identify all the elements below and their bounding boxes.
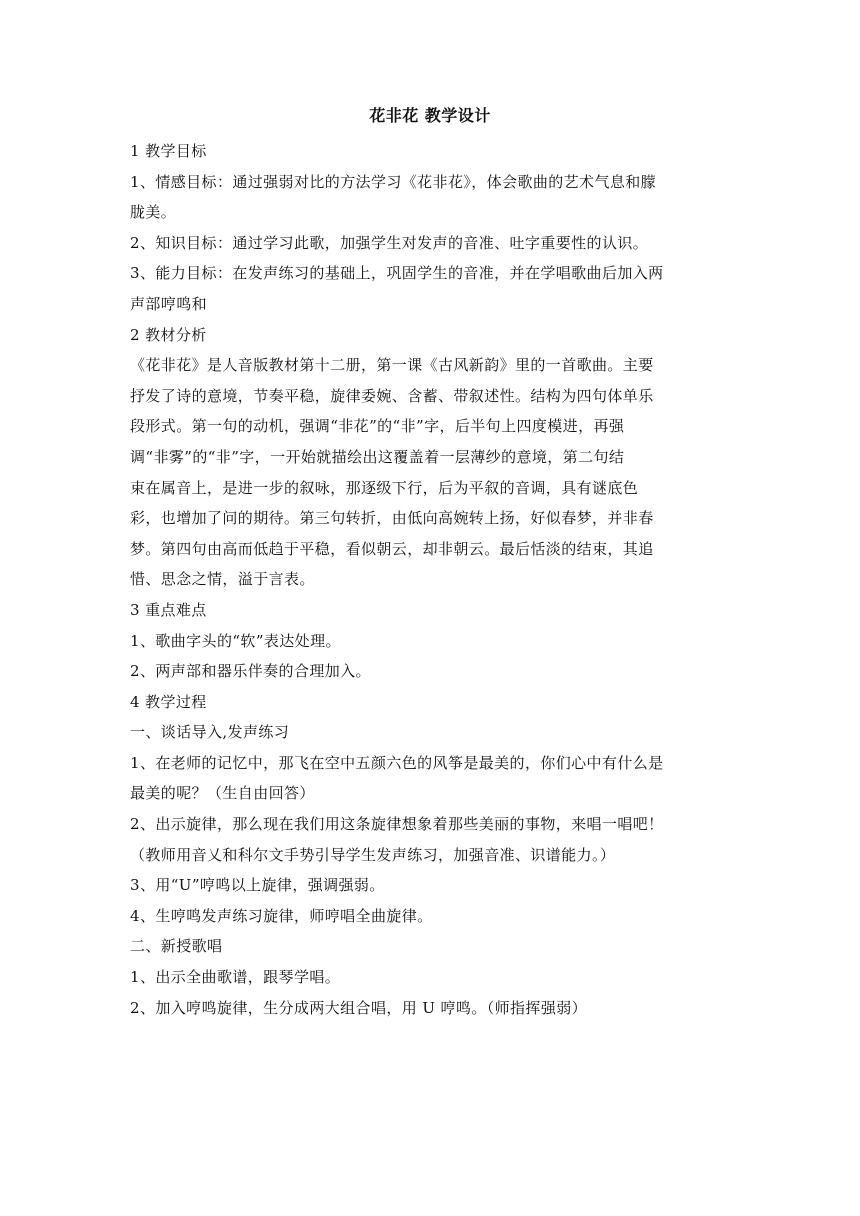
text-line: 惜、思念之情，溢于言表。 bbox=[130, 570, 315, 589]
text-line: 胧美。 bbox=[130, 203, 177, 222]
text-line: 2、出示旋律，那么现在我们用这条旋律想象着那些美丽的事物，来唱一唱吧！ bbox=[130, 815, 664, 834]
document-title: 花非花 教学设计 bbox=[369, 106, 491, 125]
document-body bbox=[130, 136, 732, 1023]
text-line: 2、加入哼鸣旋律，生分成两大组合唱，用 U 哼鸣。（师指挥强弱） bbox=[130, 998, 588, 1017]
text-line: 2、两声部和器乐伴奏的合理加入。 bbox=[130, 662, 371, 681]
subsection-heading: 一、谈话导入,发声练习 bbox=[130, 723, 290, 742]
section-heading: 2 教材分析 bbox=[130, 325, 207, 344]
section-heading: 4 教学过程 bbox=[130, 692, 207, 711]
text-line: 1、出示全曲歌谱，跟琴学唱。 bbox=[130, 968, 341, 987]
section-heading: 3 重点难点 bbox=[130, 600, 207, 619]
text-line: 2、知识目标：通过学习此歌，加强学生对发声的音准、吐字重要性的认识。 bbox=[130, 233, 649, 252]
text-line: 3、用“U”哼鸣以上旋律，强调强弱。 bbox=[130, 876, 385, 895]
text-line: 3、能力目标：在发声练习的基础上，巩固学生的音准，并在学唱歌曲后加入两 bbox=[130, 264, 664, 283]
text-line: 1、歌曲字头的“软”表达处理。 bbox=[130, 631, 341, 650]
text-line: 束在属音上，是进一步的叙咏，那逐级下行，后为平叙的音调，具有谜底色 bbox=[130, 478, 639, 497]
text-line: 《花非花》是人音版教材第十二册，第一课《古风新韵》里的一首歌曲。主要 bbox=[130, 356, 654, 375]
subsection-heading: 二、新授歌唱 bbox=[130, 937, 223, 956]
text-line: 彩，也增加了问的期待。第三句转折，由低向高婉转上扬，好似春梦，并非春 bbox=[130, 509, 654, 528]
text-line: 梦。第四句由高而低趋于平稳，看似朝云，却非朝云。最后恬淡的结束，其追 bbox=[130, 539, 654, 558]
text-line: 声部哼鸣和 bbox=[130, 294, 208, 313]
text-line: （教师用音乂和科尔文手势引导学生发声练习，加强音准、识谱能力。） bbox=[130, 845, 616, 864]
text-line: 1、在老师的记忆中，那飞在空中五颜六色的风筝是最美的，你们心中有什么是 bbox=[130, 753, 664, 772]
text-line: 1、情感目标：通过强弱对比的方法学习《花非花》，体会歌曲的艺术气息和朦 bbox=[130, 172, 657, 191]
text-line: 最美的呢？（生自由回答） bbox=[130, 784, 315, 803]
text-line: 1 教学目标 bbox=[130, 142, 207, 160]
text-line: 段形式。第一句的动机，强调“非花”的“非”字，后半句上四度模进，再强 bbox=[130, 417, 625, 436]
text-line: 调“非雾”的“非”字，一开始就描绘出这覆盖着一层薄纱的意境，第二句结 bbox=[130, 447, 625, 466]
text-line: 4、生哼鸣发声练习旋律，师哼唱全曲旋律。 bbox=[130, 906, 433, 925]
body-text bbox=[130, 136, 732, 1023]
text-line: 抒发了诗的意境，节奏平稳，旋律委婉、含蓄、带叙述性。结构为四句体单乐 bbox=[130, 386, 654, 405]
